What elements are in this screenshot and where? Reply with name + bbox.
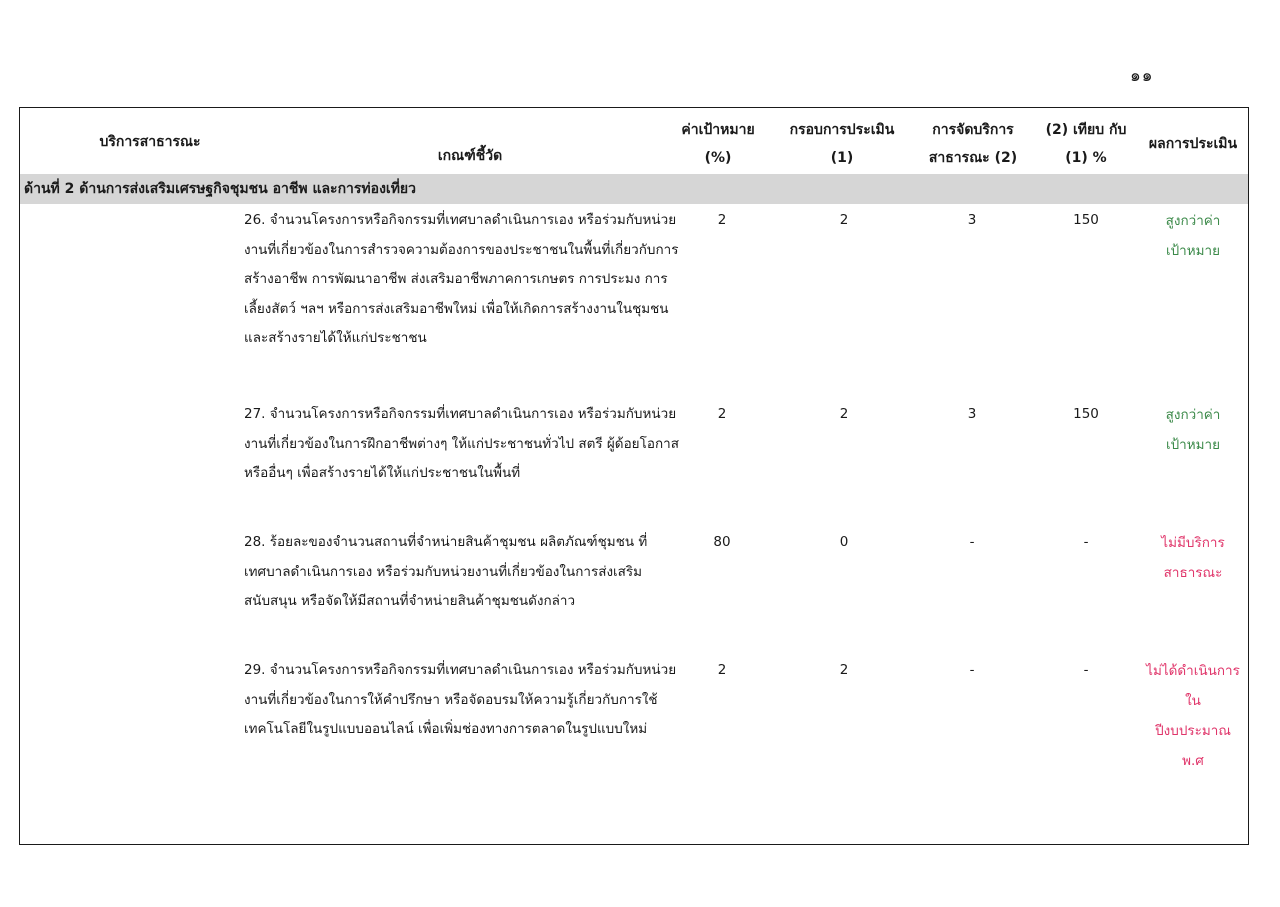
- compare-value: -: [1083, 534, 1089, 550]
- compare-value: -: [1083, 662, 1089, 678]
- compare-value: 150: [1073, 212, 1099, 228]
- section-band: [20, 174, 1248, 204]
- target-value: 2: [717, 406, 727, 422]
- header-service: บริการสาธารณะ: [99, 134, 201, 150]
- target-value: 2: [717, 212, 727, 228]
- header-compare: (2) เทียบ กับ (1) %: [1045, 122, 1127, 166]
- provision-value: 3: [967, 212, 977, 228]
- page-number: ๑๑: [1130, 66, 1154, 86]
- criteria-text: 28. ร้อยละของจำนวนสถานที่จำหน่ายสินค้าชุมชน ผลิตภัณฑ์ชุมชน ที่เทศบาลดำเนินการเอง หรือร่วมกับหน่วยงานที่เกี่ยวข้องในการส่งเสริม สนับสนุน หรือจัดให้มีสถานที่จำหน่ายสินค้าชุมชนดังกล่าว: [244, 534, 648, 609]
- result-status: ไม่มีบริการ สาธารณะ: [1161, 535, 1225, 581]
- header-frame: กรอบการประเมิน (1): [789, 122, 895, 166]
- result-status: ไม่ได้ดำเนินการ ใน ปีงบประมาณ พ.ศ: [1146, 663, 1240, 769]
- criteria-text: 26. จำนวนโครงการหรือกิจกรรมที่เทศบาลดำเนินการเอง หรือร่วมกับหน่วยงานที่เกี่ยวข้องในการสำรวจความต้องการของประชาชนในพื้นที่เกี่ยวกับการสร้างอาชีพ การพัฒนาอาชีพ ส่งเสริมอาชีพภาคการเกษตร การประมง การเลี้ยงสัตว์ ฯลฯ หรือการส่งเสริมอาชีพใหม่ เพื่อให้เกิดการสร้างงานในชุมชน และสร้างรายได้ให้แก่ประชาชน: [244, 212, 679, 346]
- header-provision: การจัดบริการ สาธารณะ (2): [928, 122, 1018, 166]
- frame-value: 2: [839, 662, 849, 678]
- header-result: ผลการประเมิน: [1148, 136, 1238, 152]
- evaluation-table: [19, 107, 1249, 845]
- compare-value: 150: [1073, 406, 1099, 422]
- criteria-text: 29. จำนวนโครงการหรือกิจกรรมที่เทศบาลดำเนินการเอง หรือร่วมกับหน่วยงานที่เกี่ยวข้องในการให้คำปรึกษา หรือจัดอบรมให้ความรู้เกี่ยวกับการใช้เทคโนโลยีในรูปแบบออนไลน์ เพื่อเพิ่มช่องทางการตลาดในรูปแบบใหม่: [244, 662, 677, 737]
- result-status: สูงกว่าค่า เป้าหมาย: [1165, 407, 1221, 453]
- result-status: สูงกว่าค่า เป้าหมาย: [1165, 213, 1221, 259]
- provision-value: -: [969, 662, 975, 678]
- section-title: ด้านที่ 2 ด้านการส่งเสริมเศรษฐกิจชุมชน อาชีพ และการท่องเที่ยว: [24, 181, 416, 197]
- header-criteria: เกณฑ์ชี้วัด: [437, 148, 503, 164]
- criteria-text: 27. จำนวนโครงการหรือกิจกรรมที่เทศบาลดำเนินการเอง หรือร่วมกับหน่วยงานที่เกี่ยวข้องในการฝึกอาชีพต่างๆ ให้แก่ประชาชนทั่วไป สตรี ผู้ด้อยโอกาส หรืออื่นๆ เพื่อสร้างรายได้ให้แก่ประชาชนในพื้นที่: [244, 406, 679, 481]
- target-value: 2: [717, 662, 727, 678]
- target-value: 80: [713, 534, 731, 550]
- provision-value: 3: [967, 406, 977, 422]
- frame-value: 0: [839, 534, 849, 550]
- provision-value: -: [969, 534, 975, 550]
- header-target: ค่าเป้าหมาย (%): [681, 122, 755, 166]
- frame-value: 2: [839, 406, 849, 422]
- frame-value: 2: [839, 212, 849, 228]
